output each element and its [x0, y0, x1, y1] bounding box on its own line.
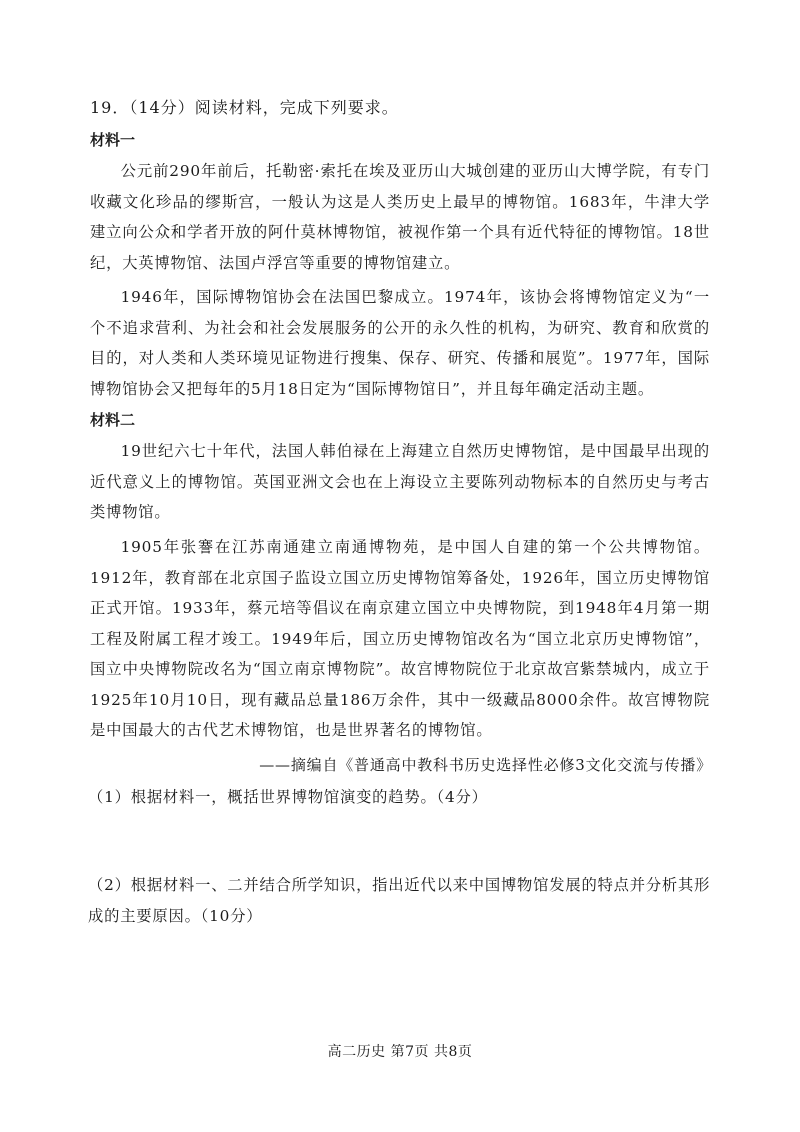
material-2-paragraph-2: 1905年张謇在江苏南通建立南通博物苑，是中国人自建的第一个公共博物馆。1912年，教育部在北京国子监设立国立历史博物馆筹备处，1926年，国立历史博物馆正式开馆。1933年，蔡元培等倡议在南京建立国立中央博物院，到1948年4月第一期工程及附属工程才竣工。1949年后，国立历史博物馆改名为“国立北京历史博物馆”，国立中央博物院改名为“国立南京博物院”。故宫博物院位于北京故宫紫禁城内，成立于1925年10月10日，现有藏品总量186万余件，其中一级藏品8000余件。故宫博物院是中国最大的古代艺术博物馆，也是世界著名的博物馆。: [90, 538, 710, 739]
material-1-paragraph-1: 公元前290年前后，托勒密·索托在埃及亚历山大城创建的亚历山大博学院，有专门收藏文化珍品的缪斯宫，一般认为这是人类历史上最早的博物馆。1683年，牛津大学建立向公众和学者开放的阿什莫林博物馆，被视作第一个具有近代特征的博物馆。18世纪，大英博物馆、法国卢浮宫等重要的博物馆建立。: [90, 162, 710, 272]
material-source-citation: ——摘编自《普通高中教科书历史选择性必修3文化交流与传播》: [259, 756, 712, 774]
material-1-paragraph-2: 1946年，国际博物馆协会在法国巴黎成立。1974年，该协会将博物馆定义为“一个不追求营利、为社会和社会发展服务的公开的永久性的机构，为研究、教育和欣赏的目的，对人类和人类环境见证物进行搜集、保存、研究、传播和展览”。1977年，国际博物馆协会又把每年的5月18日定为“国际博物馆日”，并且每年确定活动主题。: [90, 288, 710, 398]
material-1-title: 材料一: [90, 131, 136, 149]
subquestion-2: （2）根据材料一、二并结合所学知识，指出近代以来中国博物馆发展的特点并分析其形成的主要原因。（10分）: [88, 876, 711, 925]
page-footer: 高二历史 第7页 共8页: [327, 1044, 473, 1060]
material-2-paragraph-1: 19世纪六七十年代，法国人韩伯禄在上海建立自然历史博物馆，是中国最早出现的近代意义上的博物馆。英国亚洲文会也在上海设立主要陈列动物标本的自然历史与考古类博物馆。: [90, 442, 710, 521]
question-header: 19．（14分）阅读材料，完成下列要求。: [90, 98, 399, 117]
subquestion-1: （1）根据材料一，概括世界博物馆演变的趋势。（4分）: [88, 788, 488, 806]
material-2-title: 材料二: [90, 411, 136, 429]
